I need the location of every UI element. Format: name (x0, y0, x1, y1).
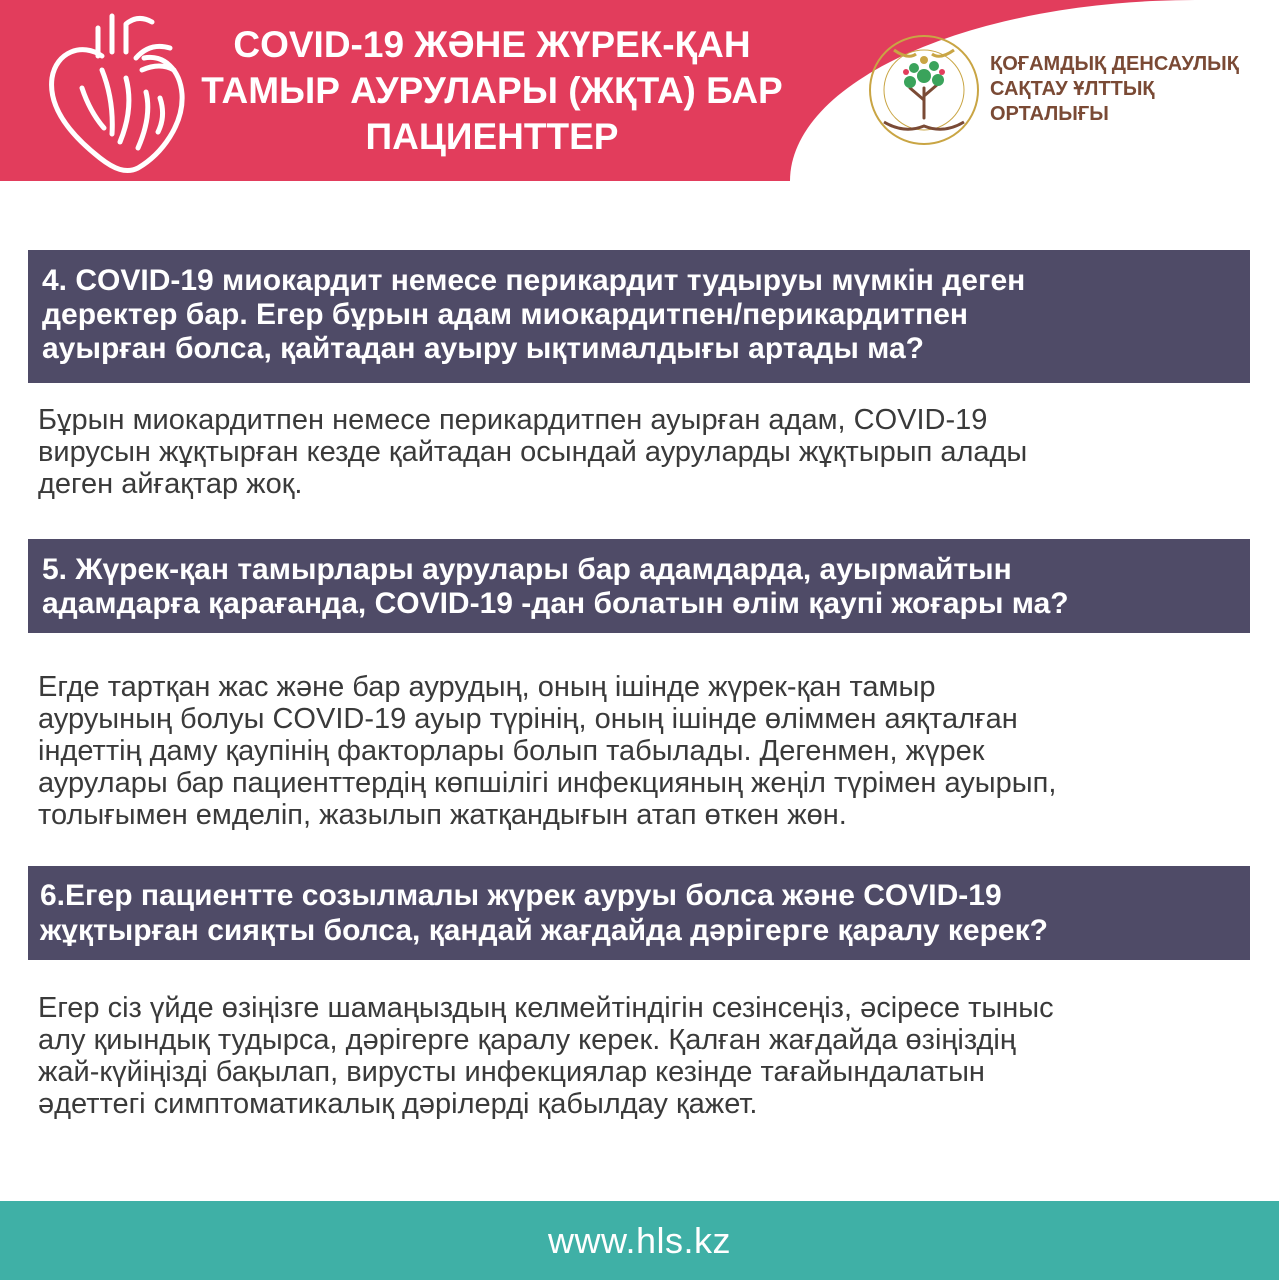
answer-6-line: алу қиындық тудырса, дәрігерге қаралу керек. Қалған жағдайда өзіңіздің (38, 1024, 1016, 1056)
answer-5-line: толығымен емделіп, жазылып жатқандығын атап өткен жөн. (38, 799, 847, 831)
question-5-bar (28, 539, 1250, 633)
header-title-line: COVID-19 ЖӘНЕ ЖҮРЕК-ҚАН (233, 24, 751, 65)
answer-5-line: індеттің даму қаупінің факторлары болып табылады. Дегенмен, жүрек (38, 735, 985, 767)
header-title (182, 22, 802, 160)
header-banner (0, 0, 1279, 181)
question-5-line: адамдарға қарағанда, COVID-19 -дан болатын өлім қаупі жоғары ма? (42, 587, 1069, 620)
question-4-line: деректер бар. Егер бұрын адам миокардитпен/перикардитпен (42, 298, 969, 331)
answer-6-line: Егер сіз үйде өзіңізге шамаңыздың келмейтіндігін сезінсеңіз, әсіресе тыныс (38, 992, 1054, 1024)
question-4-line: ауырған болса, қайтадан ауыру ықтималдығы артады ма? (42, 332, 924, 365)
organization-name-line: ҚОҒАМДЫҚ ДЕНСАУЛЫҚ (990, 53, 1239, 75)
question-6-line: 6.Егер пациентте созылмалы жүрек ауруы болса және COVID-19 (40, 879, 1002, 912)
answer-4-line: Бұрын миокардитпен немесе перикардитпен ауырған адам, COVID-19 (38, 404, 988, 436)
question-6-bar (28, 866, 1250, 960)
answer-5-line: Егде тартқан жас және бар аурудың, оның ішінде жүрек-қан тамыр (38, 671, 936, 703)
organization-name-line: ОРТАЛЫҒЫ (990, 103, 1109, 125)
answer-5 (38, 671, 1253, 831)
organization-name (990, 52, 1239, 127)
answer-6-line: жай-күйіңізді бақылап, вирусты инфекциялар кезінде тағайындалатын (38, 1056, 985, 1088)
header-title-line: ПАЦИЕНТТЕР (365, 116, 619, 157)
answer-6-line: әдеттегі симптоматикалық дәрілерді қабылдау қажет. (38, 1088, 758, 1120)
answer-5-line: аурулары бар пациенттердің көпшілігі инфекцияның жеңіл түрімен ауырып, (38, 767, 1057, 799)
question-6-line: жұқтырған сияқты болса, қандай жағдайда дәрігерге қаралу керек? (40, 914, 1048, 947)
answer-4 (38, 404, 1253, 500)
heart-outline-icon (42, 8, 192, 178)
answer-6 (38, 992, 1253, 1120)
footer-bar (0, 1201, 1279, 1280)
header-title-line: ТАМЫР АУРУЛАРЫ (ЖҚТА) БАР (201, 70, 783, 111)
tree-emblem-icon (864, 30, 984, 150)
answer-4-line: вирусын жұқтырған кезде қайтадан осындай ауруларды жұқтырып алады (38, 436, 1028, 468)
organization-name-line: САҚТАУ ҰЛТТЫҚ (990, 78, 1155, 100)
question-4-line: 4. COVID-19 миокардит немесе перикардит тудыруы мүмкін деген (42, 264, 1026, 297)
answer-4-line: деген айғақтар жоқ. (38, 468, 303, 500)
answer-5-line: ауруының болуы COVID-19 ауыр түрінің, оның ішінде өліммен аяқталған (38, 703, 1018, 735)
website-url: www.hls.kz (547, 1220, 732, 1261)
question-5-line: 5. Жүрек-қан тамырлары аурулары бар адамдарда, ауырмайтын (42, 553, 1012, 586)
question-4-bar (28, 250, 1250, 383)
